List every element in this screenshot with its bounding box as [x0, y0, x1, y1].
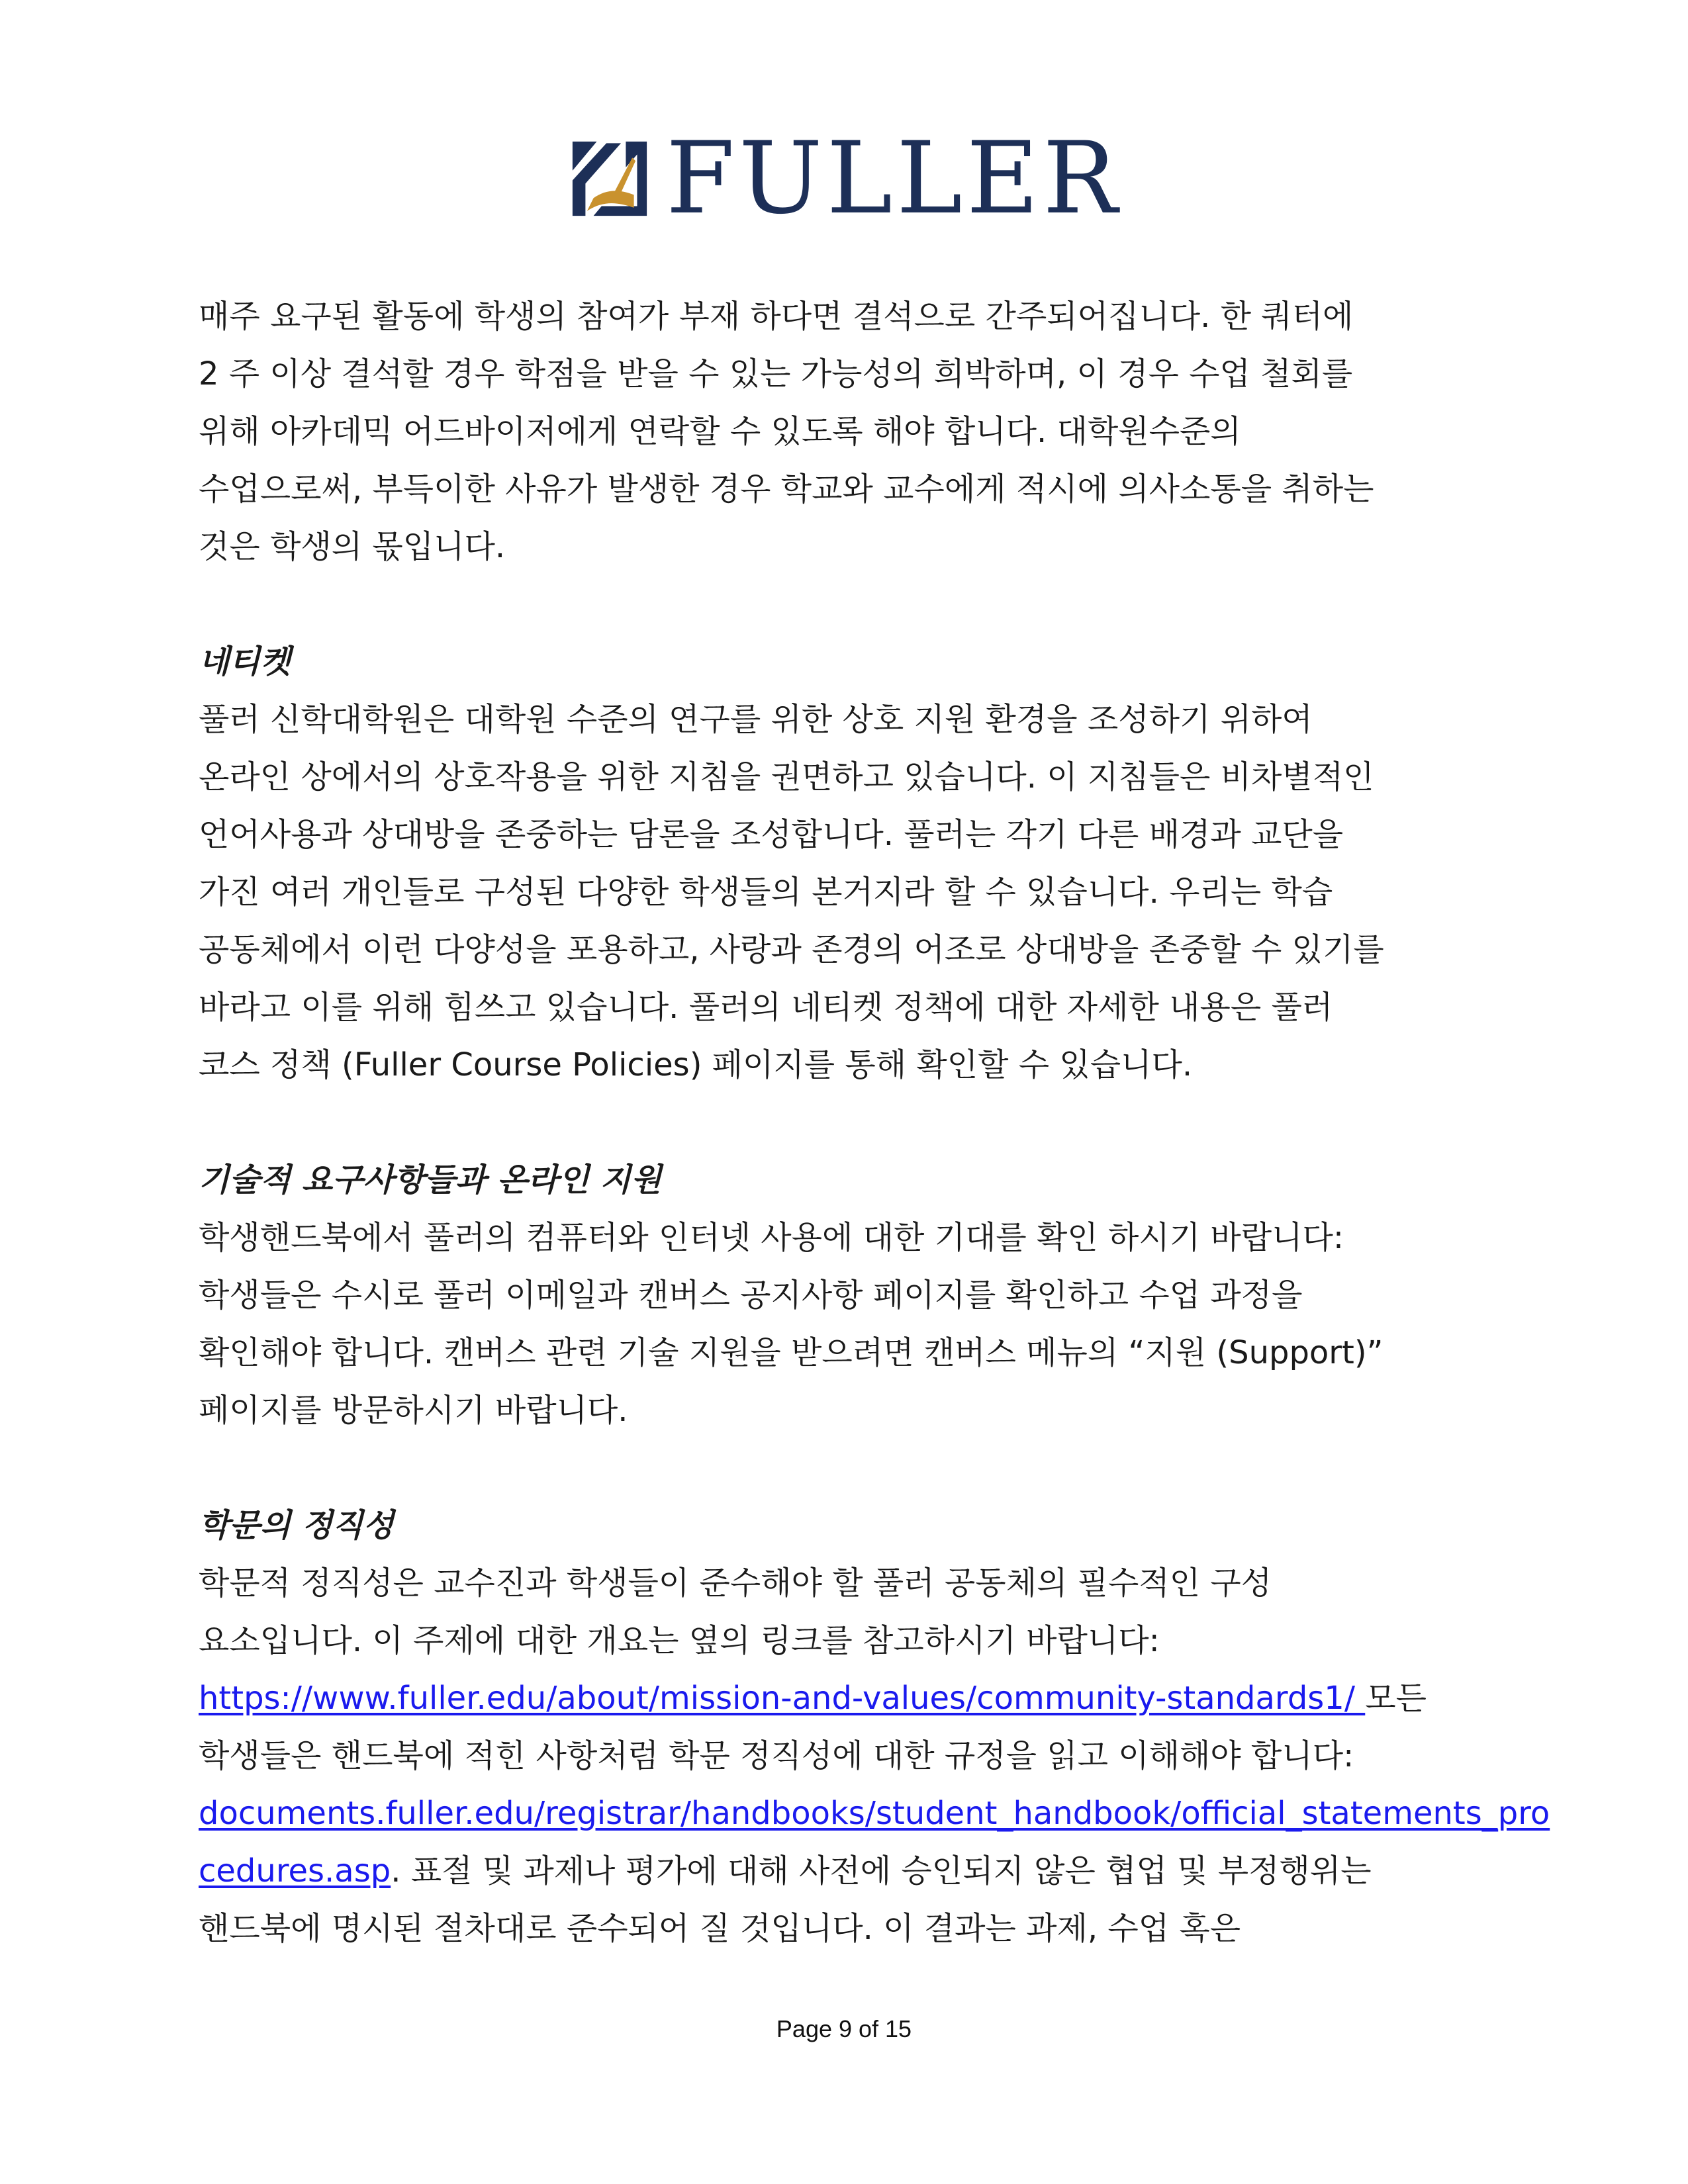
- text-line: 것은 학생의 몫입니다.: [199, 528, 506, 565]
- text-line: 학문적 정직성은 교수진과 학생들이 준수해야 할 풀러 공동체의 필수적인 구성: [199, 1565, 1272, 1602]
- text-line: 학생들은 핸드북에 적힌 사항처럼 학문 정직성에 대한 규정을 읽고 이해해야 합니다:: [199, 1737, 1354, 1774]
- community-standards-link[interactable]: https://www.fuller.edu/about/mission-and-values/community-standards1/: [199, 1680, 1366, 1717]
- attendance-paragraph: [199, 288, 1489, 576]
- fuller-logo: [569, 121, 1122, 236]
- text-line: 온라인 상에서의 상호작용을 위한 지침을 권면하고 있습니다. 이 지침들은 비차별적인: [199, 758, 1374, 796]
- page-number: Page 9 of 15: [776, 2015, 912, 2042]
- text-line: [199, 1843, 1489, 1900]
- text-line: 2 주 이상 결석할 경우 학점을 받을 수 있는 가능성의 희박하며, 이 경우 수업 철회를: [199, 355, 1353, 392]
- text-line: 언어사용과 상대방을 존중하는 담론을 조성합니다. 풀러는 각기 다른 배경과 교단을: [199, 816, 1344, 853]
- section-heading-integrity: 학문의 정직성: [199, 1507, 394, 1544]
- text-line: 공동체에서 이런 다양성을 포용하고, 사랑과 존경의 어조로 상대방을 존중할 수 있기를: [199, 931, 1384, 968]
- fuller-wordmark: FULLER: [666, 121, 1122, 236]
- technical-section: [199, 1152, 1489, 1439]
- text-span: . 표절 및 과제나 평가에 대해 사전에 승인되지 않은 협업 및 부정행위는: [391, 1852, 1372, 1889]
- text-line: 가진 여러 개인들로 구성된 다양한 학생들의 본거지라 할 수 있습니다. 우리는 학습: [199, 874, 1333, 911]
- handbook-link-part2[interactable]: cedures.asp: [199, 1852, 391, 1889]
- fuller-book-mark-icon: [569, 138, 650, 219]
- text-line: 페이지를 방문하시기 바랍니다.: [199, 1392, 628, 1429]
- document-body: [199, 288, 1550, 1958]
- text-line: 요소입니다. 이 주제에 대한 개요는 옆의 링크를 참고하시기 바랍니다:: [199, 1622, 1160, 1659]
- text-span: 모든: [1365, 1680, 1427, 1717]
- integrity-section: [199, 1497, 1550, 1958]
- text-line: 수업으로써, 부득이한 사유가 발생한 경우 학교와 교수에게 적시에 의사소통을 취하는: [199, 471, 1374, 508]
- text-line: 매주 요구된 활동에 학생의 참여가 부재 하다면 결석으로 간주되어집니다. 한 쿼터에: [199, 298, 1354, 335]
- section-heading-technical: 기술적 요구사항들과 온라인 지원: [199, 1161, 662, 1199]
- text-line: 위해 아카데믹 어드바이저에게 연락할 수 있도록 해야 합니다. 대학원수준의: [199, 413, 1241, 450]
- text-line: 코스 정책 (Fuller Course Policies) 페이지를 통해 확인할 수 있습니다.: [199, 1046, 1193, 1083]
- text-line: 학생핸드북에서 풀러의 컴퓨터와 인터넷 사용에 대한 기대를 확인 하시기 바랍니다:: [199, 1219, 1344, 1256]
- netiquette-section: [199, 633, 1489, 1094]
- text-line: 핸드북에 명시된 절차대로 준수되어 질 것입니다. 이 결과는 과제, 수업 혹은: [199, 1910, 1241, 1947]
- handbook-link-part1[interactable]: documents.fuller.edu/registrar/handbooks/student_handbook/official_statements_pro: [199, 1795, 1550, 1832]
- text-line: 풀러 신학대학원은 대학원 수준의 연구를 위한 상호 지원 환경을 조성하기 위하여: [199, 701, 1313, 738]
- text-line: [199, 1785, 1550, 1843]
- text-line: 학생들은 수시로 풀러 이메일과 캔버스 공지사항 페이지를 확인하고 수업 과정을: [199, 1277, 1303, 1314]
- text-line: [199, 1670, 1489, 1727]
- section-heading-netiquette: 네티켓: [199, 643, 291, 680]
- text-line: 확인해야 합니다. 캔버스 관련 기술 지원을 받으려면 캔버스 메뉴의 “지원 (Support)”: [199, 1334, 1383, 1371]
- text-line: 바라고 이를 위해 힘쓰고 있습니다. 풀러의 네티켓 정책에 대한 자세한 내용은 풀러: [199, 989, 1333, 1026]
